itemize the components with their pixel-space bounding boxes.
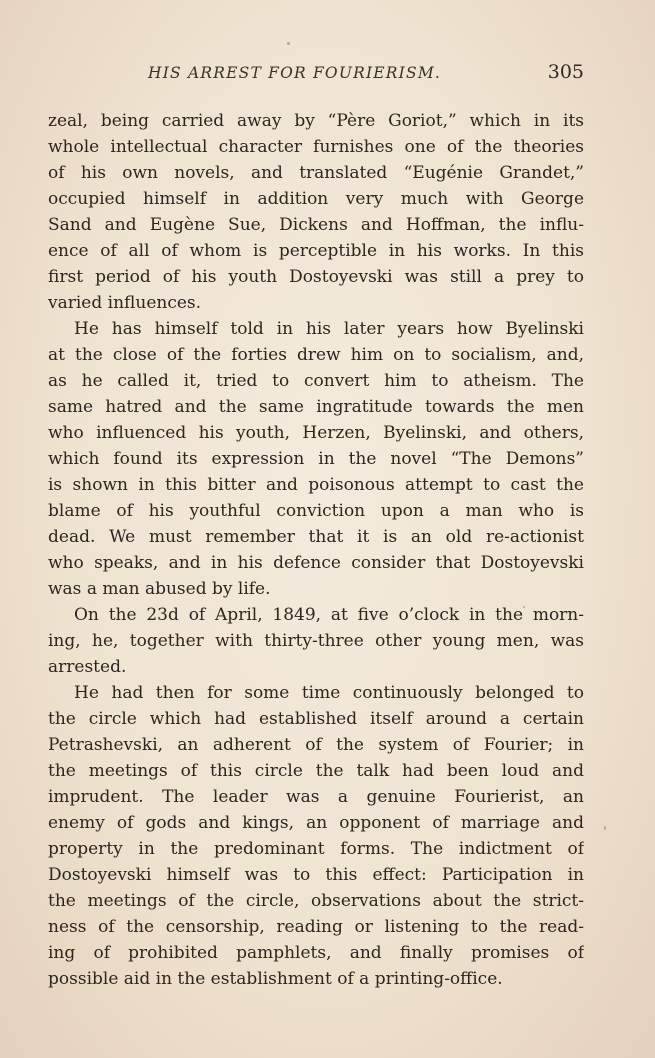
paragraph-start: On the 23d of April, 1849, at five o’clock in the morn- bbox=[74, 605, 584, 625]
text-line: varied influences. bbox=[48, 293, 202, 313]
text-line: whole intellectual character furnishes one of the theories bbox=[48, 137, 584, 157]
text-line: same hatred and the same ingratitude towards the men bbox=[48, 397, 584, 417]
text-line: dead. We must remember that it is an old re-actionist bbox=[48, 527, 584, 547]
text-line: enemy of gods and kings, an opponent of marriage and bbox=[48, 813, 584, 833]
text-line: property in the predominant forms. The indictment of bbox=[48, 839, 584, 859]
text-line: blame of his youthful conviction upon a man who is bbox=[48, 501, 584, 521]
running-head: HIS ARREST FOR FOURIERISM. bbox=[148, 64, 442, 82]
text-line: the meetings of this circle the talk had been loud and bbox=[48, 761, 584, 781]
text-line: arrested. bbox=[48, 657, 127, 677]
text-line: Petrashevski, an adherent of the system of Fourier; in bbox=[48, 735, 584, 755]
page-number: 305 bbox=[547, 61, 584, 83]
paper-speck bbox=[287, 42, 290, 45]
paragraph-start: He had then for some time continuously belonged to bbox=[74, 683, 584, 703]
page-header bbox=[48, 60, 584, 88]
text-line: which found its expression in the novel “The Demons” bbox=[48, 449, 584, 469]
text-line: is shown in this bitter and poisonous attempt to cast the bbox=[48, 475, 584, 495]
paragraph-start: He has himself told in his later years how Byelinski bbox=[74, 319, 584, 339]
text-line: was a man abused by life. bbox=[48, 579, 271, 599]
text-line: imprudent. The leader was a genuine Fourierist, an bbox=[48, 787, 584, 807]
paper-speck bbox=[604, 826, 606, 830]
text-line: possible aid in the establishment of a printing-office. bbox=[48, 969, 503, 989]
text-line: who influenced his youth, Herzen, Byelinski, and others, bbox=[48, 423, 584, 443]
text-line: ing of prohibited pamphlets, and finally promises of bbox=[48, 943, 584, 963]
text-line: the meetings of the circle, observations about the strict- bbox=[48, 891, 584, 911]
body-text bbox=[48, 108, 584, 992]
text-line: ing, he, together with thirty-three other young men, was bbox=[48, 631, 584, 651]
text-line: who speaks, and in his defence consider that Dostoyevski bbox=[48, 553, 584, 573]
text-line: the circle which had established itself around a certain bbox=[48, 709, 584, 729]
text-line: ence of all of whom is perceptible in his works. In this bbox=[48, 241, 584, 261]
text-line: of his own novels, and translated “Eugénie Grandet,” bbox=[48, 163, 584, 183]
text-line: occupied himself in addition very much with George bbox=[48, 189, 584, 209]
text-line: first period of his youth Dostoyevski was still a prey to bbox=[48, 267, 584, 287]
text-line: zeal, being carried away by “Père Goriot,” which in its bbox=[48, 111, 584, 131]
text-line: Dostoyevski himself was to this effect: Participation in bbox=[48, 865, 584, 885]
text-line: at the close of the forties drew him on to socialism, and, bbox=[48, 345, 584, 365]
text-line: ness of the censorship, reading or listening to the read- bbox=[48, 917, 584, 937]
text-line: as he called it, tried to convert him to atheism. The bbox=[48, 371, 584, 391]
text-line: Sand and Eugène Sue, Dickens and Hoffman, the influ- bbox=[48, 215, 584, 235]
